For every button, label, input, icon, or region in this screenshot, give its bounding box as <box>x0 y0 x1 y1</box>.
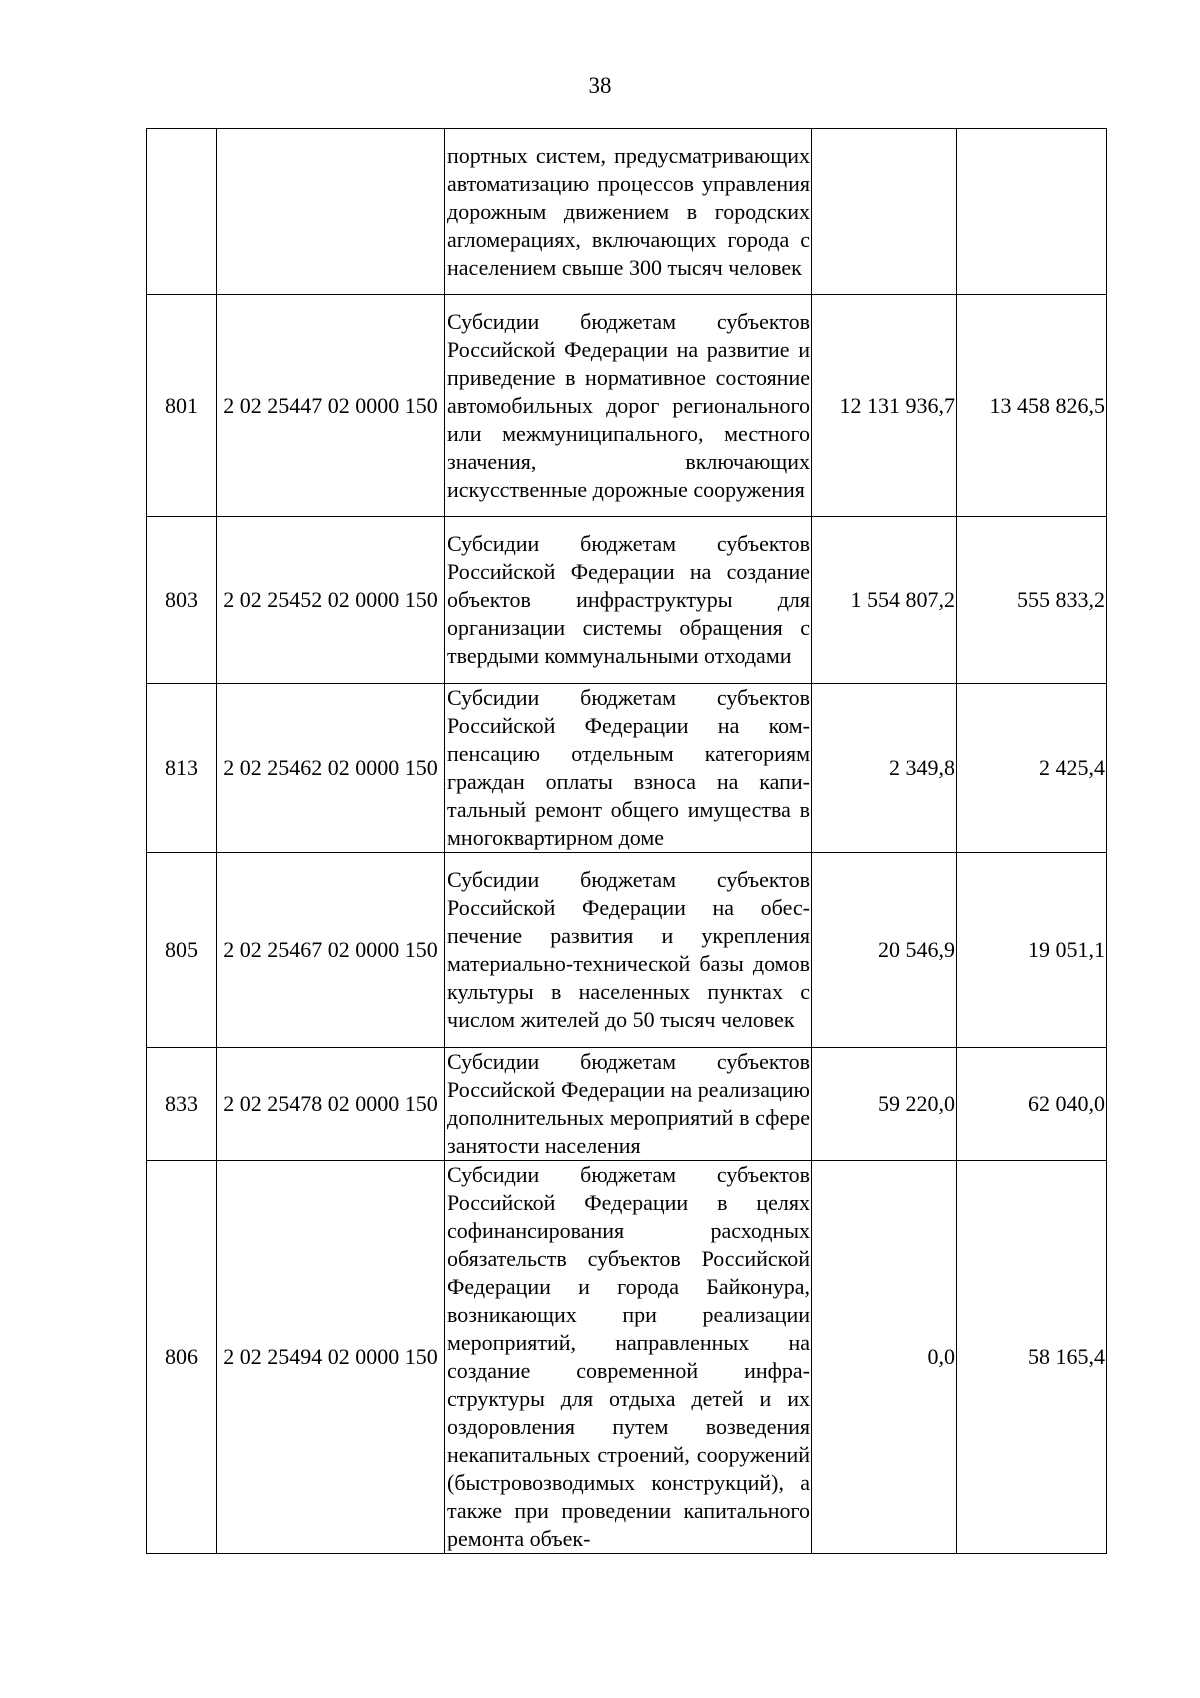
income-name-text: портных систем, предусматривающих автоматизацию процессов управления дорожным движением в городских агломерациях, включающих города с населением свыше 300 тысяч человек <box>447 142 810 280</box>
amount-year2-cell: 555 833,2 <box>957 517 1107 684</box>
amount-year2-cell: 2 425,4 <box>957 684 1107 853</box>
budget-code-cell: 2 02 25447 02 0000 150 <box>217 295 445 517</box>
income-name-cell <box>445 1161 812 1554</box>
admin-code-cell: 801 <box>147 295 217 517</box>
amount-year1-cell <box>812 129 957 295</box>
income-name-cell <box>445 684 812 853</box>
income-name-cell <box>445 129 812 295</box>
budget-code-cell: 2 02 25467 02 0000 150 <box>217 853 445 1048</box>
table-row <box>147 1048 1107 1161</box>
admin-code-cell: 833 <box>147 1048 217 1161</box>
budget-code-cell: 2 02 25452 02 0000 150 <box>217 517 445 684</box>
budget-code-cell: 2 02 25494 02 0000 150 <box>217 1161 445 1554</box>
amount-year2-cell: 19 051,1 <box>957 853 1107 1048</box>
admin-code-cell: 806 <box>147 1161 217 1554</box>
budget-code-cell: 2 02 25462 02 0000 150 <box>217 684 445 853</box>
table-row <box>147 295 1107 517</box>
amount-year1-cell: 1 554 807,2 <box>812 517 957 684</box>
admin-code-cell: 813 <box>147 684 217 853</box>
budget-table <box>146 128 1107 1554</box>
table-row <box>147 684 1107 853</box>
income-name-text: Субсидии бюджетам субъектов Российской Федерации в целях софинансирования расходных обязательств субъектов Российской Федерации и города Байконура, возникающих при реализации мероприятий, направленных на создание современной инфраструктуры для отдыха детей и их оздоровления путем возведения некапитальных строений, сооружений (быстровозводимых конструкций), а также при проведении капитального ремонта объек- <box>447 1162 810 1551</box>
table-row <box>147 129 1107 295</box>
admin-code-cell: 805 <box>147 853 217 1048</box>
admin-code-cell: 803 <box>147 517 217 684</box>
amount-year2-cell: 13 458 826,5 <box>957 295 1107 517</box>
income-name-text: Субсидии бюджетам субъектов Российской Федерации на компенсацию отдельным категориям граждан оплаты взноса на капитальный ремонт общего имущества в многоквартирном доме <box>447 685 810 850</box>
amount-year2-cell: 58 165,4 <box>957 1161 1107 1554</box>
table-row <box>147 853 1107 1048</box>
income-name-cell <box>445 517 812 684</box>
admin-code-cell <box>147 129 217 295</box>
amount-year1-cell: 59 220,0 <box>812 1048 957 1161</box>
income-name-text: Субсидии бюджетам субъектов Российской Федерации на обеспечение развития и укрепления материально-технической базы домов культуры в населенных пунктах с числом жителей до 50 тысяч человек <box>447 867 810 1032</box>
amount-year1-cell: 0,0 <box>812 1161 957 1554</box>
amount-year1-cell: 20 546,9 <box>812 853 957 1048</box>
page-number: 38 <box>588 73 612 98</box>
table-row <box>147 517 1107 684</box>
amount-year2-cell <box>957 129 1107 295</box>
budget-code-cell: 2 02 25478 02 0000 150 <box>217 1048 445 1161</box>
income-name-text: Субсидии бюджетам субъектов Российской Федерации на создание объектов инфраструктуры для организации системы обращения с твердыми коммунальными отходами <box>447 531 810 668</box>
amount-year1-cell: 12 131 936,7 <box>812 295 957 517</box>
amount-year2-cell: 62 040,0 <box>957 1048 1107 1161</box>
income-name-cell <box>445 1048 812 1161</box>
income-name-text: Субсидии бюджетам субъектов Российской Федерации на реализацию дополнительных мероприятий в сфере занятости населения <box>447 1049 810 1158</box>
income-name-text: Субсидии бюджетам субъектов Российской Федерации на развитие и приведение в нормативное состояние автомобильных дорог регионального или межмуниципального, местного значения, включающих искусственные дорожные сооружения <box>447 308 810 502</box>
income-name-cell <box>445 295 812 517</box>
budget-code-cell <box>217 129 445 295</box>
amount-year1-cell: 2 349,8 <box>812 684 957 853</box>
table-row <box>147 1161 1107 1554</box>
income-name-cell <box>445 853 812 1048</box>
